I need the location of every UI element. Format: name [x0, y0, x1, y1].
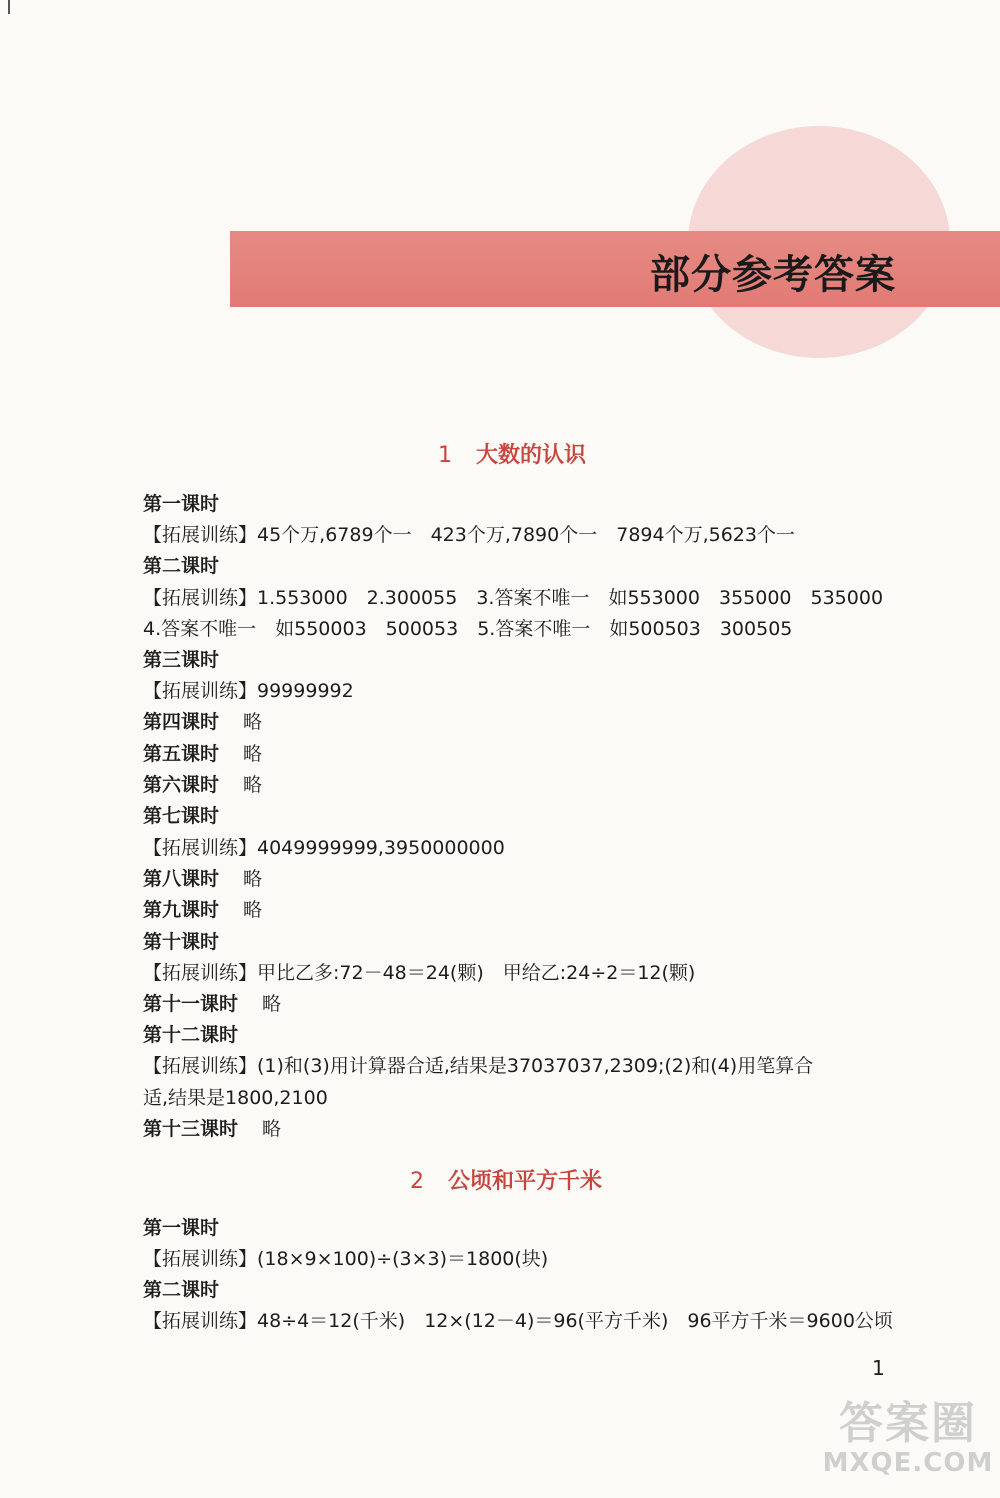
- corner-crop-mark: [8, 0, 10, 14]
- lesson-heading: 第一课时: [143, 1217, 220, 1239]
- answer-line: 【拓展训练】99999992: [143, 680, 354, 702]
- lesson-row: [143, 898, 262, 922]
- lesson-row: [143, 710, 262, 734]
- section-number: 2: [410, 1169, 424, 1194]
- answer-omitted: 略: [243, 868, 263, 890]
- lesson-heading: 第九课时: [143, 899, 220, 921]
- lesson-row: [143, 867, 262, 891]
- lesson-heading: 第十二课时: [143, 1024, 239, 1046]
- answer-line: 【拓展训练】1.553000 2.300055 3.答案不唯一 如553000 355000 535000: [143, 587, 884, 609]
- watermark-site: MXQE.COM: [822, 1448, 994, 1478]
- lesson-heading: 第十课时: [143, 931, 220, 953]
- lesson-heading: 第五课时: [143, 743, 220, 765]
- answer-omitted: 略: [262, 993, 282, 1015]
- lesson-heading: 第二课时: [143, 555, 220, 577]
- answer-line: 【拓展训练】48÷4＝12(千米) 12×(12－4)＝96(平方千米) 96平方千米＝9600公顷: [143, 1310, 893, 1332]
- lesson-row: [143, 773, 262, 797]
- lesson-heading: 第八课时: [143, 868, 220, 890]
- answer-line: 4.答案不唯一 如550003 500053 5.答案不唯一 如500503 300505: [143, 618, 793, 640]
- answer-line: 【拓展训练】(18×9×100)÷(3×3)＝1800(块): [143, 1248, 549, 1270]
- answer-line: 【拓展训练】甲比乙多:72－48＝24(颗) 甲给乙:24÷2＝12(颗): [143, 962, 696, 984]
- lesson-heading: 第一课时: [143, 493, 220, 515]
- lesson-heading: 第七课时: [143, 805, 220, 827]
- answer-omitted: 略: [243, 711, 263, 733]
- section-title-text: 公顷和平方千米: [448, 1169, 603, 1194]
- lesson-heading: 第二课时: [143, 1279, 220, 1301]
- lesson-heading: 第六课时: [143, 774, 220, 796]
- lesson-row: [143, 992, 281, 1016]
- answer-line: 【拓展训练】4049999999,3950000000: [143, 837, 505, 859]
- answer-omitted: 略: [243, 899, 263, 921]
- answer-omitted: 略: [243, 743, 263, 765]
- watermark-logo: 答案圈: [839, 1398, 977, 1449]
- section-heading-2: [410, 1164, 602, 1195]
- answer-omitted: 略: [243, 774, 263, 796]
- lesson-heading: 第四课时: [143, 711, 220, 733]
- section-number: 1: [438, 443, 452, 468]
- header-banner: [230, 231, 1000, 307]
- page-number: 1: [872, 1356, 885, 1380]
- answer-omitted: 略: [262, 1118, 282, 1140]
- lesson-heading: 第三课时: [143, 649, 220, 671]
- section-heading-1: [438, 438, 586, 469]
- page-title: 部分参考答案: [650, 252, 896, 298]
- lesson-row: [143, 742, 262, 766]
- answer-line: 【拓展训练】(1)和(3)用计算器合适,结果是37037037,2309;(2)和(4)用笔算合: [143, 1055, 814, 1077]
- answer-line: 【拓展训练】45个万,6789个一 423个万,7890个一 7894个万,5623个一: [143, 524, 795, 546]
- answer-line: 适,结果是1800,2100: [143, 1087, 328, 1109]
- lesson-row: [143, 1117, 281, 1141]
- section-title-text: 大数的认识: [476, 443, 587, 468]
- lesson-heading: 第十一课时: [143, 993, 239, 1015]
- watermark: [822, 1398, 994, 1492]
- lesson-heading: 第十三课时: [143, 1118, 239, 1140]
